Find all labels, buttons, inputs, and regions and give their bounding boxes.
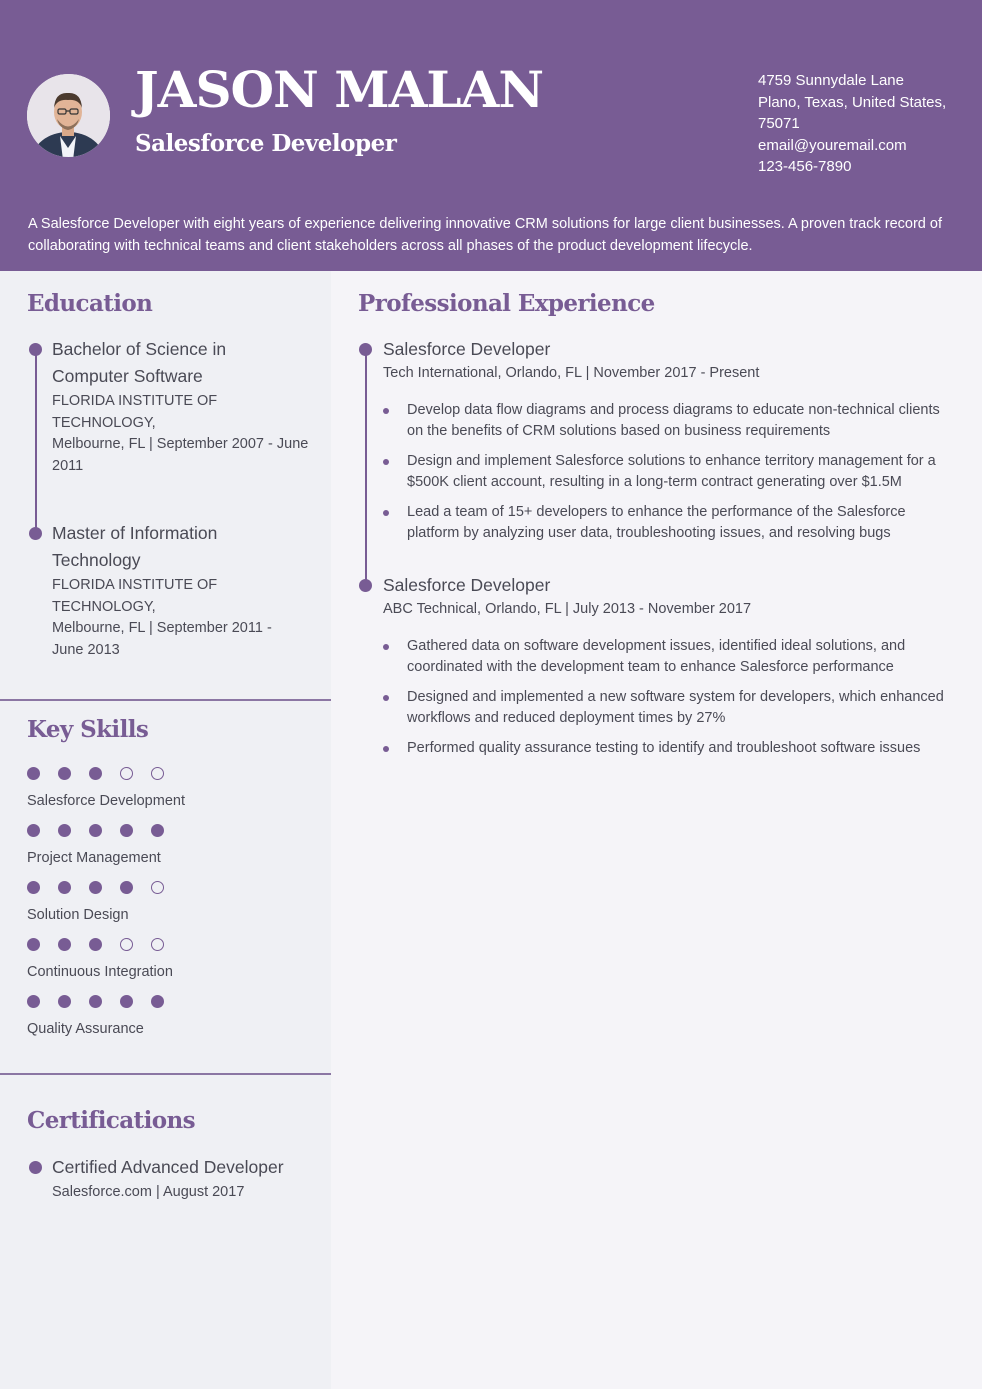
list-item: Performed quality assurance testing to identify and troubleshoot software issues	[383, 738, 953, 759]
skill-name: Project Management	[27, 850, 161, 866]
degree-line: Technology	[52, 550, 141, 570]
rating-dot-empty	[151, 767, 164, 780]
timeline-dot	[29, 527, 42, 540]
skills-heading: Key Skills	[27, 716, 149, 743]
address-line: 75071	[758, 115, 800, 132]
rating-dot-filled	[27, 938, 40, 951]
job-bullets	[383, 400, 953, 553]
school-details: Melbourne, FL | September 2007 - June	[52, 436, 309, 452]
skill-name: Quality Assurance	[27, 1021, 144, 1037]
skill-item	[27, 995, 317, 1037]
timeline-dot	[29, 1161, 42, 1174]
education-school	[52, 575, 322, 661]
rating-dot-filled	[58, 881, 71, 894]
school-details: June 2013	[52, 641, 120, 658]
job-company: ABC Technical, Orlando, FL | July 2013 - November 2017	[383, 601, 752, 617]
list-item: Designed and implemented a new software system for developers, which enhanced workflows and reduced deployment times by 27%	[383, 687, 953, 729]
skill-rating	[27, 881, 317, 894]
job-role: Salesforce Developer	[383, 339, 551, 359]
rating-dot-filled	[58, 938, 71, 951]
rating-dot-empty	[151, 938, 164, 951]
professional-summary: A Salesforce Developer with eight years of experience delivering innovative CRM solutions for large client businesses. A proven track record of collaborating with technical teams and client stakeholders across all phases of the product development lifecycle.	[28, 216, 942, 254]
education-degree	[52, 520, 322, 574]
school-details: Melbourne, FL | September 2011 -	[52, 620, 272, 636]
timeline-dot	[29, 343, 42, 356]
section-divider	[0, 699, 331, 701]
rating-dot-filled	[89, 938, 102, 951]
rating-dot-filled	[89, 824, 102, 837]
job-bullets	[383, 636, 953, 768]
contact-info	[758, 70, 958, 178]
rating-dot-filled	[58, 824, 71, 837]
skill-name: Salesforce Development	[27, 793, 185, 809]
rating-dot-filled	[89, 995, 102, 1008]
list-item: Lead a team of 15+ developers to enhance the performance of the Salesforce platform by analyzing user data, troubleshooting issues, and resolving bugs	[383, 502, 953, 544]
skill-rating	[27, 995, 317, 1008]
rating-dot-filled	[89, 881, 102, 894]
list-item: Gathered data on software development issues, identified ideal solutions, and coordinated with the development team to enhance Salesforce performance	[383, 636, 953, 678]
rating-dot-filled	[120, 995, 133, 1008]
school-details: 2011	[52, 457, 84, 474]
skill-rating	[27, 767, 317, 780]
experience-timeline-line	[365, 350, 367, 586]
rating-dot-empty	[120, 938, 133, 951]
job-role: Salesforce Developer	[383, 575, 551, 595]
degree-line: Bachelor of Science in	[52, 339, 227, 359]
certification-details: Salesforce.com | August 2017	[52, 1184, 245, 1200]
rating-dot-filled	[27, 995, 40, 1008]
skill-name: Continuous Integration	[27, 964, 173, 980]
address-line: Plano, Texas, United States,	[758, 93, 947, 111]
rating-dot-empty	[151, 881, 164, 894]
job-company: Tech International, Orlando, FL | November 2017 - Present	[383, 365, 760, 381]
rating-dot-filled	[27, 824, 40, 837]
timeline-dot	[359, 343, 372, 356]
skill-item	[27, 881, 317, 923]
rating-dot-empty	[120, 767, 133, 780]
degree-line: Master of Information	[52, 523, 218, 543]
candidate-title: Salesforce Developer	[135, 130, 397, 157]
list-item: Develop data flow diagrams and process diagrams to educate non-technical clients on the benefits of CRM solutions based on business requirements	[383, 400, 953, 442]
skill-item	[27, 767, 317, 809]
skill-name: Solution Design	[27, 907, 129, 923]
phone-text: 123-456-7890	[758, 158, 852, 175]
rating-dot-filled	[151, 824, 164, 837]
timeline-dot	[359, 579, 372, 592]
education-school	[52, 391, 322, 477]
degree-line: Computer Software	[52, 366, 203, 386]
rating-dot-filled	[120, 824, 133, 837]
email-text[interactable]: email@youremail.com	[758, 136, 907, 154]
rating-dot-filled	[58, 767, 71, 780]
rating-dot-filled	[27, 881, 40, 894]
rating-dot-filled	[27, 767, 40, 780]
rating-dot-filled	[89, 767, 102, 780]
resume-header	[0, 0, 982, 271]
list-item: Design and implement Salesforce solutions to enhance territory management for a $500K client account, resulting in a long-term contract generating over $1.5M	[383, 451, 953, 493]
education-timeline-line	[35, 350, 37, 534]
candidate-name: JASON MALAN	[135, 60, 544, 119]
school-name: FLORIDA INSTITUTE OF TECHNOLOGY,	[52, 577, 218, 615]
rating-dot-filled	[151, 995, 164, 1008]
education-degree	[52, 336, 322, 390]
address-line: 4759 Sunnydale Lane	[758, 72, 904, 89]
skill-item	[27, 938, 317, 980]
school-name: FLORIDA INSTITUTE OF TECHNOLOGY,	[52, 393, 218, 431]
rating-dot-filled	[120, 881, 133, 894]
profile-photo	[27, 74, 110, 157]
skill-rating	[27, 938, 317, 951]
certifications-heading: Certifications	[27, 1107, 195, 1134]
experience-heading: Professional Experience	[358, 290, 655, 317]
certification-name: Certified Advanced Developer	[52, 1157, 284, 1177]
skill-rating	[27, 824, 317, 837]
rating-dot-filled	[58, 995, 71, 1008]
section-divider	[0, 1073, 331, 1075]
education-heading: Education	[27, 290, 153, 317]
skill-item	[27, 824, 317, 866]
